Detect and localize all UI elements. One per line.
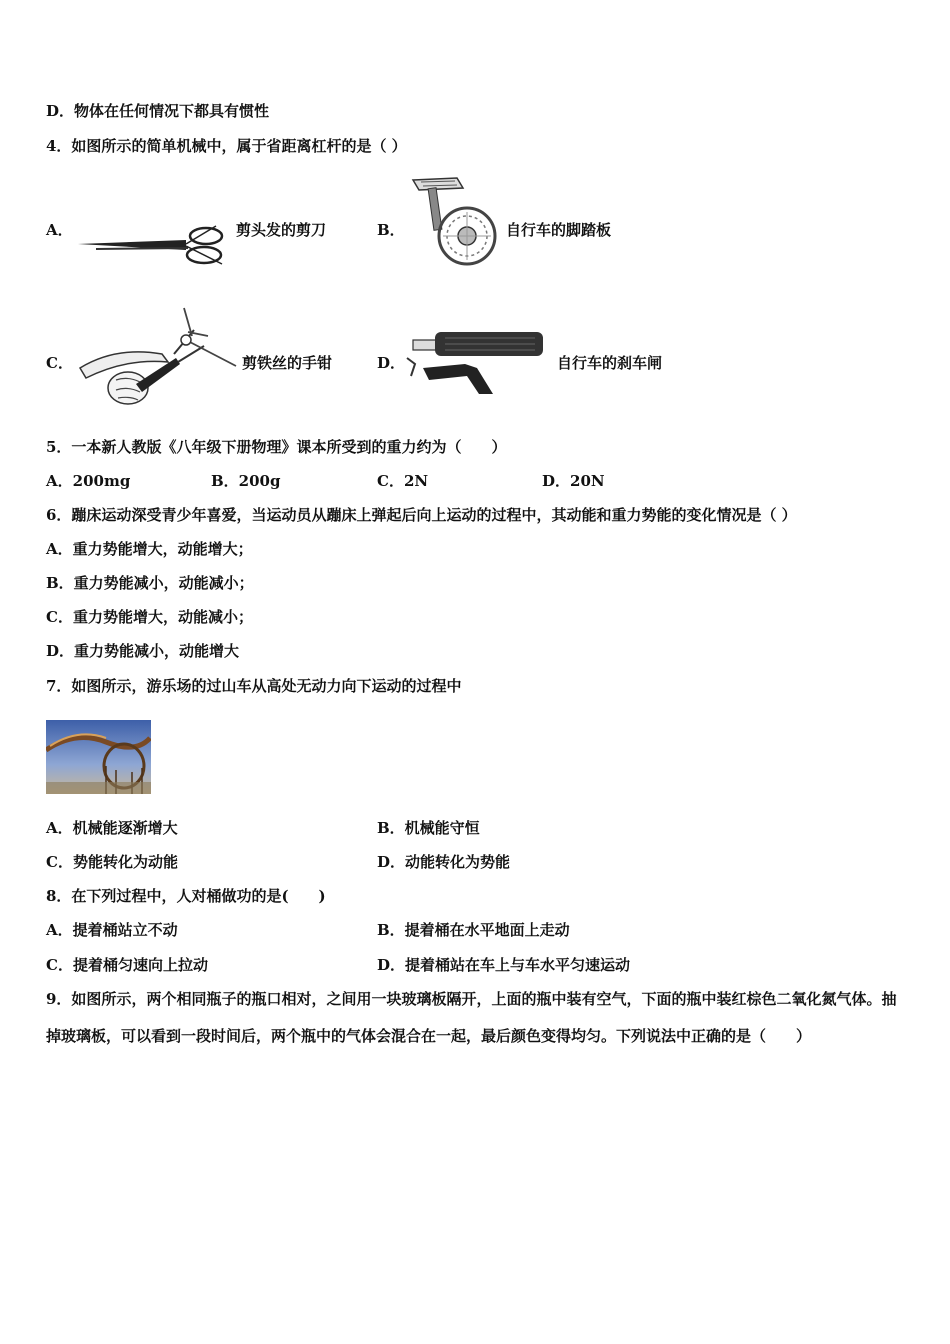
bicycle-pedal-icon [405, 172, 500, 270]
q4-option-c-caption: 剪铁丝的手钳 [242, 354, 333, 372]
q7-option-a: A．机械能逐渐增大 [46, 819, 178, 837]
q4-stem: 4．如图所示的简单机械中，属于省距离杠杆的是（ ） [46, 137, 407, 155]
brake-lever-icon [405, 328, 547, 398]
q4-option-b-label: B． [377, 221, 405, 239]
q8-option-d: D．提着桶站在车上与车水平匀速运动 [377, 956, 631, 974]
q8-option-c: C．提着桶匀速向上拉动 [46, 956, 208, 974]
q4-option-a-label: A． [46, 221, 73, 239]
q6-option-d: D．重力势能减小，动能增大 [46, 642, 240, 660]
scissors-icon [76, 222, 231, 267]
q4-option-b-caption: 自行车的脚踏板 [506, 221, 612, 239]
q4-option-d-label: D． [377, 354, 406, 372]
q8-option-a: A．提着桶站立不动 [46, 921, 178, 939]
q5-option-a: A．200mg [46, 472, 131, 490]
q7-option-c: C．势能转化为动能 [46, 853, 178, 871]
q4-option-d-caption: 自行车的刹车闸 [557, 354, 663, 372]
q5-stem: 5．一本新人教版《八年级下册物理》课本所受到的重力约为（ ） [46, 438, 507, 456]
q6-stem: 6．蹦床运动深受青少年喜爱，当运动员从蹦床上弹起后向上运动的过程中，其动能和重力势能的变化情况是（ ） [46, 506, 797, 524]
q8-stem: 8．在下列过程中，人对桶做功的是( ) [46, 887, 326, 905]
q5-option-c: C．2N [377, 472, 429, 490]
q5-option-b: B．200g [211, 472, 281, 490]
q6-option-a: A．重力势能增大，动能增大； [46, 540, 253, 558]
q6-option-c: C．重力势能增大，动能减小； [46, 608, 253, 626]
q7-option-d: D．动能转化为势能 [377, 853, 511, 871]
q6-option-b: B．重力势能减小，动能减小； [46, 574, 254, 592]
q8-option-b: B．提着桶在水平地面上走动 [377, 921, 570, 939]
q4-option-a-caption: 剪头发的剪刀 [236, 221, 327, 239]
q4-option-c-label: C． [46, 354, 73, 372]
roller-coaster-photo [46, 720, 151, 794]
q7-option-b: B．机械能守恒 [377, 819, 480, 837]
q5-option-d: D．20N [542, 472, 605, 490]
q3-option-d: D．物体在任何情况下都具有惯性 [46, 102, 270, 120]
q7-stem: 7．如图所示，游乐场的过山车从高处无动力向下运动的过程中 [46, 677, 462, 695]
q9-stem: 9．如图所示，两个相同瓶子的瓶口相对，之间用一块玻璃板隔开，上面的瓶中装有空气，下面的瓶中装红棕色二氧化氮气体。抽掉玻璃板，可以看到一段时间后，两个瓶中的气体会混合在一起，最后颜色变得均匀。下列说法中正确的是（ ） [46, 990, 897, 1045]
pliers-icon [76, 306, 238, 410]
